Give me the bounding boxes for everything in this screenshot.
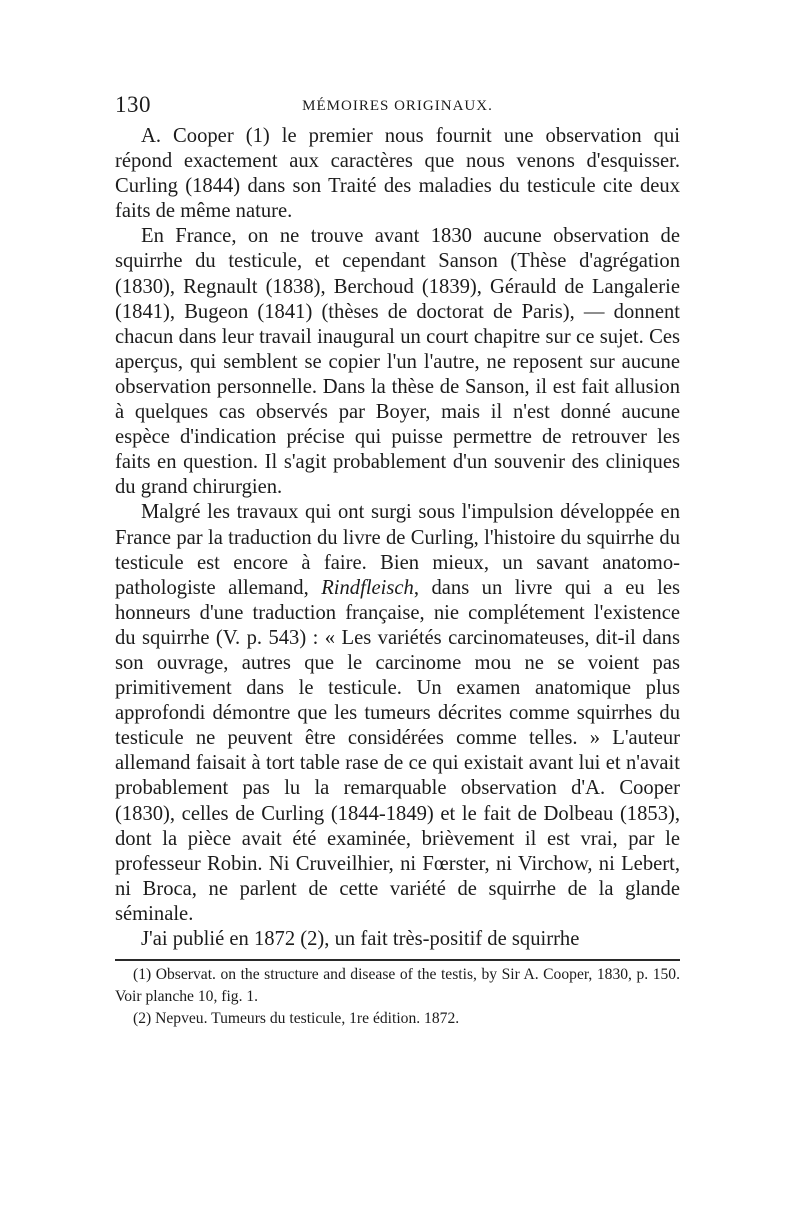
paragraph-text-after: , dans un livre qui a eu les honneurs d'une traduction française, nie complétement l'existence du squirrhe (V. p. 543) : « Les variétés carcinomateuses, dit-il dans son ouvrage, autres que le carcinome mou ne se voient pas primitivement dans le testicule. Un examen anatomique plus approfondi démontre que les tumeurs décrites comme squirrhes du testicule ne peuvent être considérées comme telles. » L'auteur allemand faisait à tort table rase de ce qui existait avant lui et n'avait probablement pas lu la remarquable observation d'A. Cooper (1830), celles de Curling (1844-1849) et le fait de Dolbeau (1853), dont la pièce avait été examinée, brièvement il est vrai, par le professeur Robin. Ni Cruveilhier, ni Fœrster, ni Virchow, ni Lebert, ni Broca, ne parlent de cette variété de squirrhe de la glande séminale. (115, 576, 680, 925)
footnote-1 (115, 964, 680, 1008)
paragraph-text-before: Malgré les travaux qui ont surgi sous l'impulsion développée en France par la traduction du livre de Curling, l'histoire du squirrhe du testicule est encore à faire. Bien mieux, un savant anatomo-pathologiste allemand, (115, 501, 680, 599)
page-header (115, 92, 680, 124)
footnotes (115, 964, 680, 1030)
footnote-mark: (2) (133, 1010, 152, 1028)
footnote-text: Nepveu. Tumeurs du testicule, 1re édition. 1872. (155, 1010, 460, 1028)
footnote-mark: (1) (133, 966, 152, 984)
paragraph-rindfleisch (115, 500, 680, 927)
author-name-italic: Rindfleisch (321, 576, 414, 599)
paragraph-publication: J'ai publié en 1872 (2), un fait très-positif de squirrhe (141, 928, 580, 950)
footnote-divider (115, 959, 680, 961)
body-text (115, 124, 680, 952)
paragraph-france: En France, on ne trouve avant 1830 aucune observation de squirrhe du testicule, et cependant Sanson (Thèse d'agrégation (1830), Regnault (1838), Berchoud (1839), Gérauld de Langalerie (1841), Bugeon (1841) (thèses de doctorat de Paris), — donnent chacun dans leur travail inaugural un court chapitre sur ce sujet. Ces aperçus, qui semblent se copier l'un l'autre, ne reposent sur aucune observation personnelle. Dans la thèse de Sanson, il est fait allusion à quelques cas observés par Boyer, mais il n'est donné aucune espèce d'indication précise qui puisse permettre de retrouver les faits en question. Il s'agit probablement d'un souvenir des cliniques du grand chirurgien. (115, 225, 680, 499)
footnote-2 (115, 1008, 680, 1030)
footnote-text: Observat. on the structure and disease of the testis, by Sir A. Cooper, 1830, p. 150. Voir planche 10, fig. 1. (115, 966, 681, 1006)
running-head: MÉMOIRES ORIGINAUX. (302, 98, 493, 114)
book-page (115, 92, 680, 1030)
page-number: 130 (115, 92, 151, 117)
paragraph-cooper: A. Cooper (1) le premier nous fournit une observation qui répond exactement aux caractères que nous venons d'esquisser. Curling (1844) dans son Traité des maladies du testicule cite deux faits de même nature. (115, 125, 680, 223)
